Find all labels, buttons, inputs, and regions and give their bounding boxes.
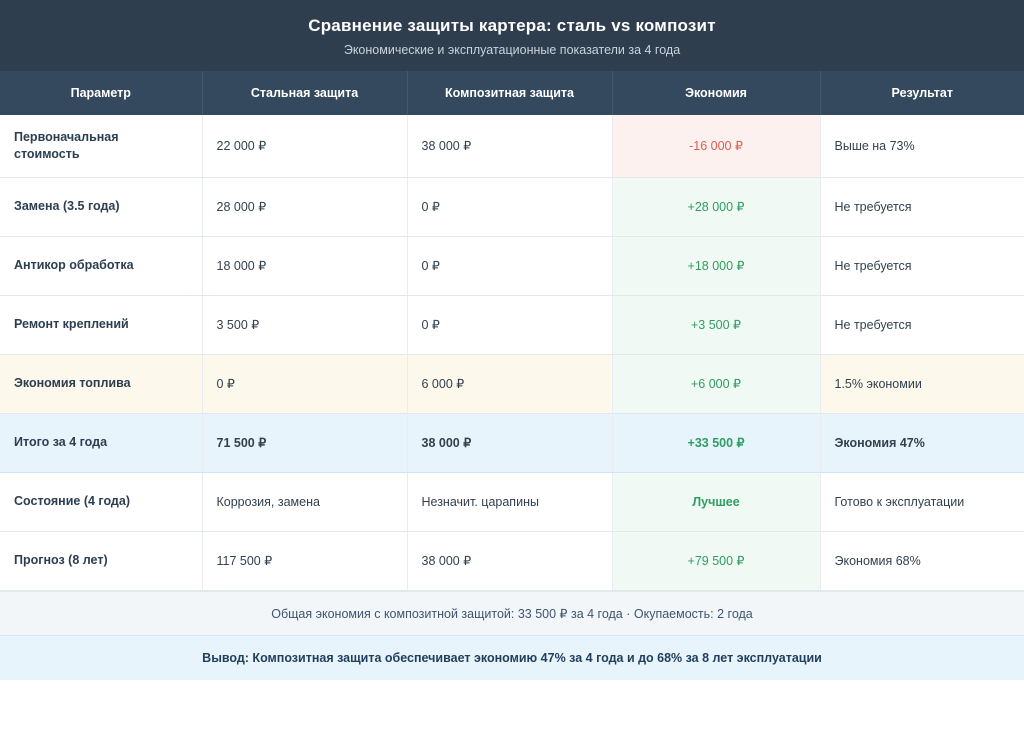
column-header-steel: Стальная защита xyxy=(202,71,407,115)
row-result: Выше на 73% xyxy=(820,115,1024,177)
row-steel: 18 000 ₽ xyxy=(202,236,407,295)
table-row xyxy=(0,295,1024,354)
row-saving: Лучшее xyxy=(612,472,820,531)
row-param: Замена (3.5 года) xyxy=(0,177,202,236)
row-param: Прогноз (8 лет) xyxy=(0,531,202,590)
table-row xyxy=(0,236,1024,295)
row-param: Первоначальная стоимость xyxy=(0,115,202,177)
table-row xyxy=(0,115,1024,177)
row-result: Не требуется xyxy=(820,177,1024,236)
comparison-table xyxy=(0,71,1024,591)
row-steel: Коррозия, замена xyxy=(202,472,407,531)
row-result: 1.5% экономии xyxy=(820,354,1024,413)
row-composite: 38 000 ₽ xyxy=(407,531,612,590)
row-param: Итого за 4 года xyxy=(0,413,202,472)
page-bottom-spacer xyxy=(0,680,1024,730)
conclusion-bar: Вывод: Композитная защита обеспечивает экономию 47% за 4 года и до 68% за 8 лет эксплуатации xyxy=(0,635,1024,680)
row-composite: Незначит. царапины xyxy=(407,472,612,531)
page-subtitle: Экономические и эксплуатационные показатели за 4 года xyxy=(343,43,681,57)
row-saving: +79 500 ₽ xyxy=(612,531,820,590)
row-steel: 117 500 ₽ xyxy=(202,531,407,590)
table-row xyxy=(0,177,1024,236)
row-result: Не требуется xyxy=(820,295,1024,354)
row-param: Состояние (4 года) xyxy=(0,472,202,531)
column-header-param: Параметр xyxy=(0,71,202,115)
table-row xyxy=(0,354,1024,413)
table-row xyxy=(0,472,1024,531)
summary-bar: Общая экономия с композитной защитой: 33 500 ₽ за 4 года · Окупаемость: 2 года xyxy=(0,591,1024,635)
row-composite: 38 000 ₽ xyxy=(407,413,612,472)
row-composite: 38 000 ₽ xyxy=(407,115,612,177)
row-steel: 3 500 ₽ xyxy=(202,295,407,354)
row-result: Не требуется xyxy=(820,236,1024,295)
row-saving: +33 500 ₽ xyxy=(612,413,820,472)
row-param: Ремонт креплений xyxy=(0,295,202,354)
row-composite: 0 ₽ xyxy=(407,236,612,295)
table-row-total xyxy=(0,413,1024,472)
column-header-result: Результат xyxy=(820,71,1024,115)
row-steel: 0 ₽ xyxy=(202,354,407,413)
row-steel: 22 000 ₽ xyxy=(202,115,407,177)
row-composite: 0 ₽ xyxy=(407,295,612,354)
row-saving: +3 500 ₽ xyxy=(612,295,820,354)
row-result: Экономия 68% xyxy=(820,531,1024,590)
row-param: Антикор обработка xyxy=(0,236,202,295)
table-row xyxy=(0,531,1024,590)
row-steel: 28 000 ₽ xyxy=(202,177,407,236)
row-saving: +18 000 ₽ xyxy=(612,236,820,295)
row-saving: +6 000 ₽ xyxy=(612,354,820,413)
row-saving: -16 000 ₽ xyxy=(612,115,820,177)
row-composite: 6 000 ₽ xyxy=(407,354,612,413)
table-header-row xyxy=(0,71,1024,115)
page-title: Сравнение защиты картера: сталь vs композит xyxy=(308,16,716,35)
page-header xyxy=(0,0,1024,71)
row-saving: +28 000 ₽ xyxy=(612,177,820,236)
row-result: Экономия 47% xyxy=(820,413,1024,472)
column-header-saving: Экономия xyxy=(612,71,820,115)
row-composite: 0 ₽ xyxy=(407,177,612,236)
row-param: Экономия топлива xyxy=(0,354,202,413)
column-header-composite: Композитная защита xyxy=(407,71,612,115)
row-result: Готово к эксплуатации xyxy=(820,472,1024,531)
row-steel: 71 500 ₽ xyxy=(202,413,407,472)
